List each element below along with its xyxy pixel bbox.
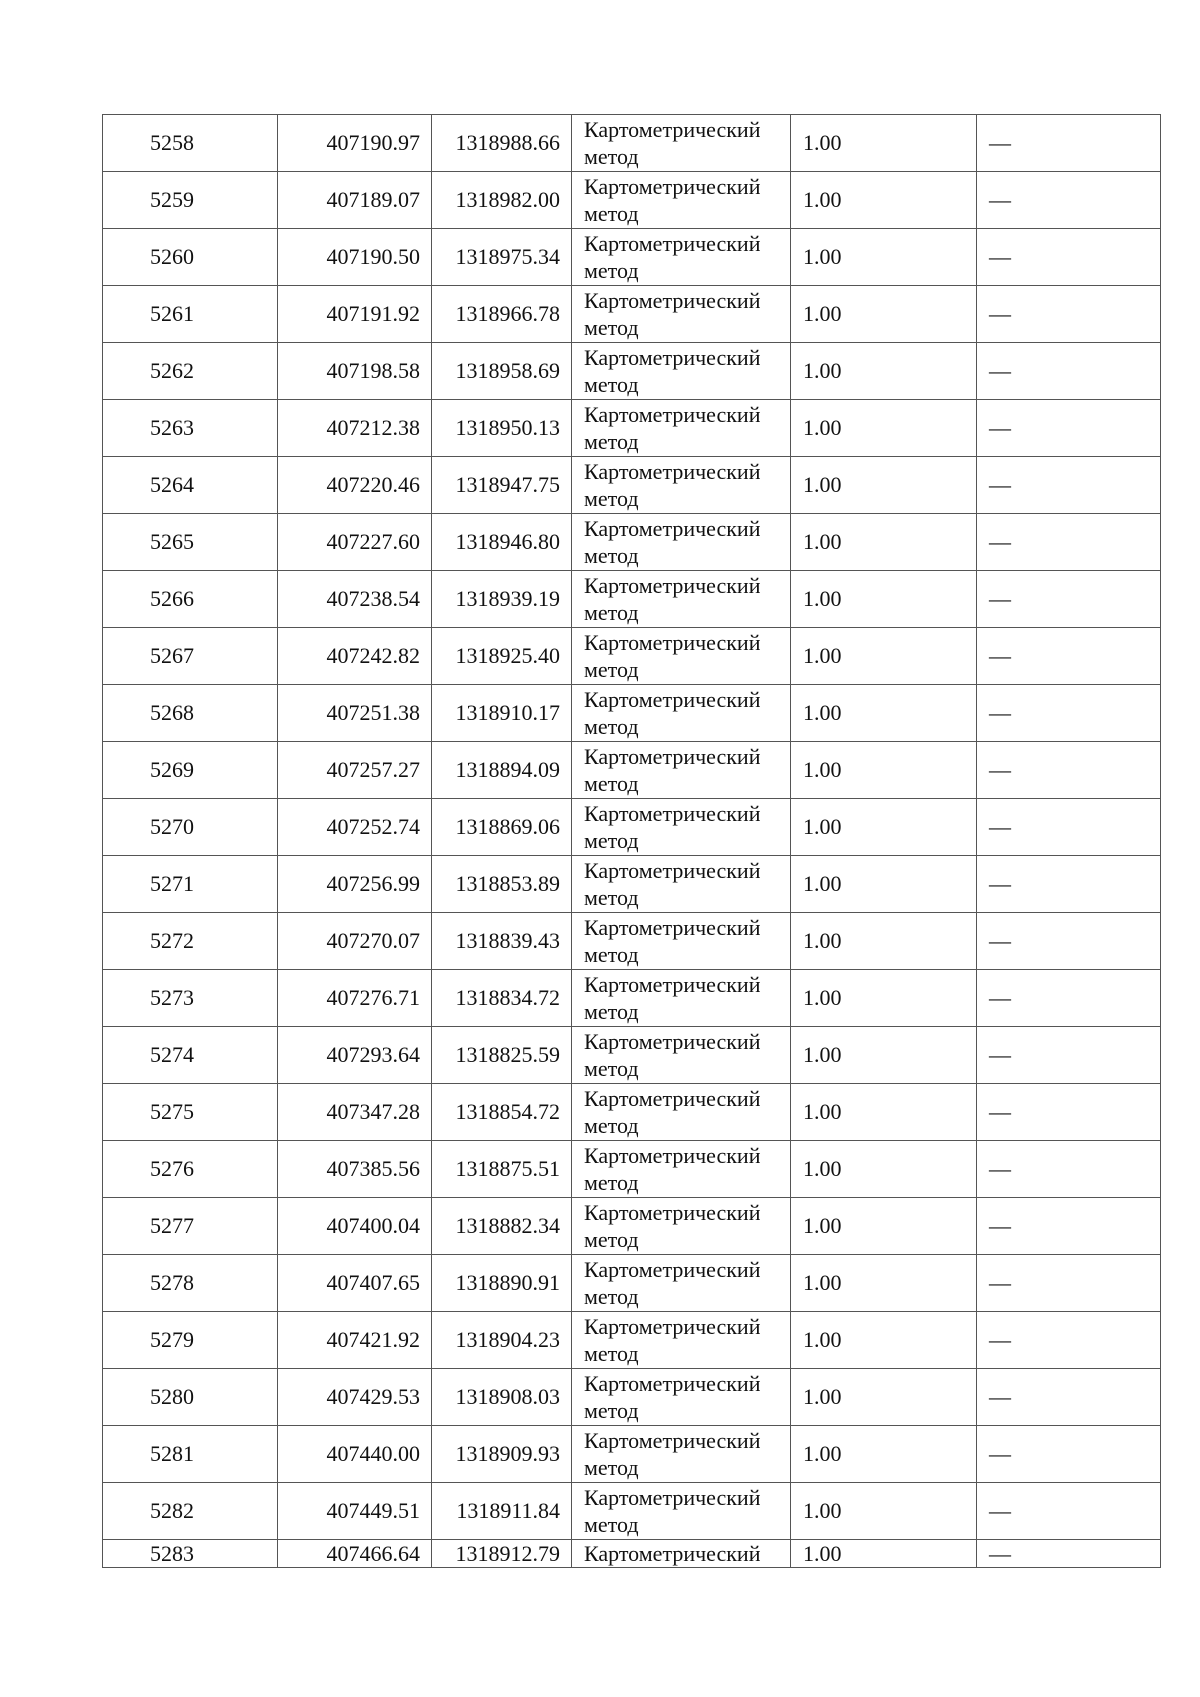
note-cell: — [977,1540,1161,1568]
y-coordinate-cell: 1318911.84 [432,1483,572,1540]
x-coordinate-cell: 407385.56 [278,1141,432,1198]
note-cell: — [977,229,1161,286]
y-coordinate-cell: 1318854.72 [432,1084,572,1141]
method-line-2: метод [584,942,639,967]
accuracy-cell: 1.00 [791,799,977,856]
y-coordinate-cell: 1318982.00 [432,172,572,229]
point-number-cell: 5269 [103,742,278,799]
x-coordinate-cell: 407252.74 [278,799,432,856]
method-cell [572,1255,791,1312]
y-coordinate-cell: 1318909.93 [432,1426,572,1483]
accuracy-cell: 1.00 [791,1255,977,1312]
x-coordinate-cell: 407212.38 [278,400,432,457]
x-coordinate-cell: 407256.99 [278,856,432,913]
note-cell: — [977,1027,1161,1084]
accuracy-cell: 1.00 [791,742,977,799]
x-coordinate-cell: 407276.71 [278,970,432,1027]
method-line-1: Картометрический [584,858,761,883]
y-coordinate-cell: 1318839.43 [432,913,572,970]
table-row [103,115,1161,172]
point-number-cell: 5260 [103,229,278,286]
x-coordinate-cell: 407190.97 [278,115,432,172]
point-number-cell: 5282 [103,1483,278,1540]
y-coordinate-cell: 1318894.09 [432,742,572,799]
method-line-2: метод [584,600,639,625]
method-line-1: Картометрический [584,1541,761,1566]
method-cell [572,514,791,571]
method-line-1: Картометрический [584,1314,761,1339]
table-row [103,856,1161,913]
method-line-1: Картометрический [584,459,761,484]
method-line-1: Картометрический [584,630,761,655]
point-number-cell: 5273 [103,970,278,1027]
note-cell: — [977,742,1161,799]
y-coordinate-cell: 1318908.03 [432,1369,572,1426]
method-line-2: метод [584,1512,639,1537]
note-cell: — [977,1369,1161,1426]
method-cell [572,913,791,970]
method-line-2: метод [584,1056,639,1081]
x-coordinate-cell: 407191.92 [278,286,432,343]
accuracy-cell: 1.00 [791,628,977,685]
point-number-cell: 5283 [103,1540,278,1568]
note-cell: — [977,1483,1161,1540]
note-cell: — [977,457,1161,514]
y-coordinate-cell: 1318946.80 [432,514,572,571]
point-number-cell: 5272 [103,913,278,970]
y-coordinate-cell: 1318825.59 [432,1027,572,1084]
method-cell [572,1027,791,1084]
method-line-2: метод [584,885,639,910]
method-cell [572,799,791,856]
accuracy-cell: 1.00 [791,856,977,913]
method-cell [572,1540,791,1568]
method-line-1: Картометрический [584,1257,761,1282]
point-number-cell: 5277 [103,1198,278,1255]
method-line-1: Картометрический [584,972,761,997]
point-number-cell: 5268 [103,685,278,742]
point-number-cell: 5271 [103,856,278,913]
table-row [103,628,1161,685]
y-coordinate-cell: 1318853.89 [432,856,572,913]
point-number-cell: 5275 [103,1084,278,1141]
method-cell [572,115,791,172]
table-row [103,742,1161,799]
method-line-2: метод [584,1284,639,1309]
accuracy-cell: 1.00 [791,286,977,343]
table-row [103,1483,1161,1540]
method-line-1: Картометрический [584,516,761,541]
method-line-1: Картометрический [584,687,761,712]
note-cell: — [977,514,1161,571]
y-coordinate-cell: 1318988.66 [432,115,572,172]
y-coordinate-cell: 1318890.91 [432,1255,572,1312]
x-coordinate-cell: 407242.82 [278,628,432,685]
accuracy-cell: 1.00 [791,1369,977,1426]
method-cell [572,1426,791,1483]
point-number-cell: 5261 [103,286,278,343]
accuracy-cell: 1.00 [791,1141,977,1198]
table-row [103,685,1161,742]
note-cell: — [977,172,1161,229]
method-line-1: Картометрический [584,1143,761,1168]
accuracy-cell: 1.00 [791,1084,977,1141]
note-cell: — [977,685,1161,742]
table-row [103,1141,1161,1198]
x-coordinate-cell: 407220.46 [278,457,432,514]
table-row [103,1027,1161,1084]
x-coordinate-cell: 407189.07 [278,172,432,229]
table-row [103,172,1161,229]
method-line-1: Картометрический [584,1086,761,1111]
method-cell [572,1483,791,1540]
point-number-cell: 5266 [103,571,278,628]
method-line-2: метод [584,201,639,226]
method-cell [572,229,791,286]
accuracy-cell: 1.00 [791,400,977,457]
table-row [103,1369,1161,1426]
note-cell: — [977,400,1161,457]
x-coordinate-cell: 407270.07 [278,913,432,970]
note-cell: — [977,343,1161,400]
accuracy-cell: 1.00 [791,1540,977,1568]
method-line-2: метод [584,999,639,1024]
method-line-2: метод [584,258,639,283]
x-coordinate-cell: 407190.50 [278,229,432,286]
coordinates-table [102,114,1161,1568]
accuracy-cell: 1.00 [791,343,977,400]
x-coordinate-cell: 407400.04 [278,1198,432,1255]
method-line-2: метод [584,1341,639,1366]
y-coordinate-cell: 1318958.69 [432,343,572,400]
y-coordinate-cell: 1318966.78 [432,286,572,343]
method-line-1: Картометрический [584,915,761,940]
method-cell [572,286,791,343]
method-line-1: Картометрический [584,1428,761,1453]
x-coordinate-cell: 407407.65 [278,1255,432,1312]
table-row [103,1198,1161,1255]
point-number-cell: 5262 [103,343,278,400]
method-cell [572,571,791,628]
method-line-2: метод [584,771,639,796]
table-row [103,1084,1161,1141]
method-cell [572,856,791,913]
y-coordinate-cell: 1318904.23 [432,1312,572,1369]
method-line-2: метод [584,144,639,169]
point-number-cell: 5270 [103,799,278,856]
y-coordinate-cell: 1318950.13 [432,400,572,457]
method-cell [572,1369,791,1426]
method-line-2: метод [584,1170,639,1195]
table-row [103,1312,1161,1369]
method-line-1: Картометрический [584,402,761,427]
table-row [103,970,1161,1027]
x-coordinate-cell: 407466.64 [278,1540,432,1568]
method-cell [572,457,791,514]
note-cell: — [977,1255,1161,1312]
method-line-2: метод [584,657,639,682]
method-cell [572,343,791,400]
y-coordinate-cell: 1318947.75 [432,457,572,514]
method-cell [572,1198,791,1255]
note-cell: — [977,1426,1161,1483]
method-line-1: Картометрический [584,573,761,598]
method-line-1: Картометрический [584,117,761,142]
note-cell: — [977,1198,1161,1255]
x-coordinate-cell: 407429.53 [278,1369,432,1426]
x-coordinate-cell: 407251.38 [278,685,432,742]
note-cell: — [977,1084,1161,1141]
accuracy-cell: 1.00 [791,685,977,742]
method-cell [572,685,791,742]
point-number-cell: 5274 [103,1027,278,1084]
method-cell [572,400,791,457]
method-line-2: метод [584,828,639,853]
point-number-cell: 5263 [103,400,278,457]
x-coordinate-cell: 407198.58 [278,343,432,400]
note-cell: — [977,913,1161,970]
table-row [103,514,1161,571]
table-row [103,1426,1161,1483]
accuracy-cell: 1.00 [791,115,977,172]
method-line-1: Картометрический [584,801,761,826]
accuracy-cell: 1.00 [791,229,977,286]
method-line-2: метод [584,486,639,511]
method-line-1: Картометрический [584,345,761,370]
method-line-2: метод [584,714,639,739]
point-number-cell: 5264 [103,457,278,514]
table-row [103,799,1161,856]
method-cell [572,1312,791,1369]
x-coordinate-cell: 407440.00 [278,1426,432,1483]
point-number-cell: 5281 [103,1426,278,1483]
method-line-2: метод [584,1227,639,1252]
y-coordinate-cell: 1318975.34 [432,229,572,286]
note-cell: — [977,571,1161,628]
accuracy-cell: 1.00 [791,913,977,970]
point-number-cell: 5267 [103,628,278,685]
method-line-2: метод [584,543,639,568]
method-line-2: метод [584,315,639,340]
method-cell [572,970,791,1027]
method-line-2: метод [584,1398,639,1423]
point-number-cell: 5280 [103,1369,278,1426]
table-row [103,457,1161,514]
method-line-1: Картометрический [584,174,761,199]
x-coordinate-cell: 407347.28 [278,1084,432,1141]
y-coordinate-cell: 1318834.72 [432,970,572,1027]
y-coordinate-cell: 1318912.79 [432,1540,572,1568]
method-line-2: метод [584,1455,639,1480]
table-row [103,1255,1161,1312]
accuracy-cell: 1.00 [791,457,977,514]
y-coordinate-cell: 1318882.34 [432,1198,572,1255]
method-cell [572,1141,791,1198]
point-number-cell: 5279 [103,1312,278,1369]
accuracy-cell: 1.00 [791,970,977,1027]
point-number-cell: 5276 [103,1141,278,1198]
point-number-cell: 5259 [103,172,278,229]
table-body [103,115,1161,1568]
point-number-cell: 5258 [103,115,278,172]
note-cell: — [977,970,1161,1027]
method-line-2: метод [584,1113,639,1138]
table-row [103,913,1161,970]
method-line-1: Картометрический [584,744,761,769]
accuracy-cell: 1.00 [791,1027,977,1084]
method-cell [572,628,791,685]
note-cell: — [977,115,1161,172]
method-line-1: Картометрический [584,231,761,256]
x-coordinate-cell: 407421.92 [278,1312,432,1369]
y-coordinate-cell: 1318910.17 [432,685,572,742]
note-cell: — [977,799,1161,856]
accuracy-cell: 1.00 [791,571,977,628]
note-cell: — [977,1312,1161,1369]
method-line-2: метод [584,372,639,397]
note-cell: — [977,628,1161,685]
note-cell: — [977,1141,1161,1198]
method-line-1: Картометрический [584,1371,761,1396]
table-row [103,286,1161,343]
accuracy-cell: 1.00 [791,172,977,229]
accuracy-cell: 1.00 [791,1312,977,1369]
y-coordinate-cell: 1318925.40 [432,628,572,685]
accuracy-cell: 1.00 [791,1426,977,1483]
x-coordinate-cell: 407293.64 [278,1027,432,1084]
method-cell [572,1084,791,1141]
table-row [103,1540,1161,1568]
y-coordinate-cell: 1318939.19 [432,571,572,628]
point-number-cell: 5278 [103,1255,278,1312]
accuracy-cell: 1.00 [791,514,977,571]
x-coordinate-cell: 407449.51 [278,1483,432,1540]
point-number-cell: 5265 [103,514,278,571]
method-line-1: Картометрический [584,1200,761,1225]
y-coordinate-cell: 1318869.06 [432,799,572,856]
method-cell [572,172,791,229]
table-row [103,229,1161,286]
note-cell: — [977,286,1161,343]
accuracy-cell: 1.00 [791,1198,977,1255]
accuracy-cell: 1.00 [791,1483,977,1540]
table-row [103,400,1161,457]
x-coordinate-cell: 407227.60 [278,514,432,571]
method-cell [572,742,791,799]
x-coordinate-cell: 407238.54 [278,571,432,628]
method-line-1: Картометрический [584,1485,761,1510]
y-coordinate-cell: 1318875.51 [432,1141,572,1198]
table-row [103,571,1161,628]
x-coordinate-cell: 407257.27 [278,742,432,799]
method-line-1: Картометрический [584,288,761,313]
table-row [103,343,1161,400]
note-cell: — [977,856,1161,913]
method-line-1: Картометрический [584,1029,761,1054]
method-line-2: метод [584,429,639,454]
